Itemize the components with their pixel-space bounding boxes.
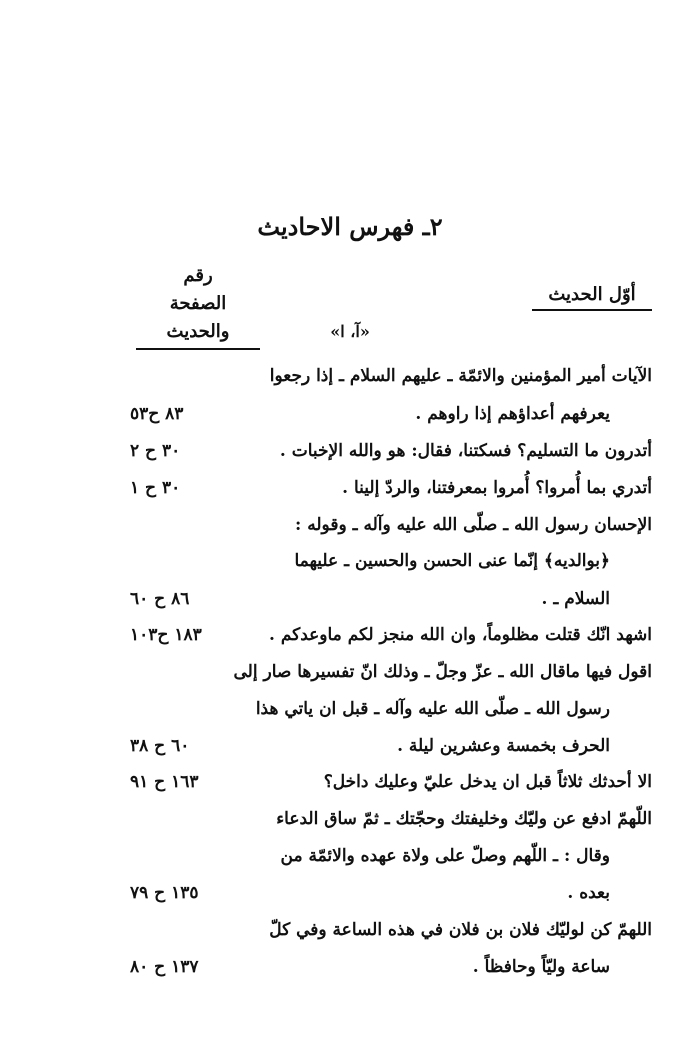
hadith-ref: ٣٠ ح ١ (130, 478, 181, 498)
column-header-reference-bottom: الصفحة والحديث (136, 290, 260, 350)
hadith-text: رسول الله ـ صلّى الله عليه وآله ـ قبل ان ياتي هذا (255, 699, 610, 719)
hadith-ref: ٨٣ ح٥٣ (130, 404, 184, 424)
hadith-text: بعده . (567, 883, 610, 903)
hadith-text: أتدري بما أُمروا؟ أُمروا بمعرفتنا، والردّ إلينا . (342, 478, 652, 498)
hadith-text: اللّهمّ ادفع عن وليّك وخليفتك وحجّتك ـ ثمّ ساق الدعاء (276, 809, 652, 829)
hadith-text: يعرفهم أعداؤهم إذا راوهم . (415, 404, 610, 424)
hadith-line (120, 842, 652, 882)
hadith-line (120, 953, 652, 993)
hadith-text: الآيات أمير المؤمنين والائمّة ـ عليهم السلام ـ إذا رجعوا (269, 366, 652, 386)
page-title: ٢ـ فهرس الاحاديث (257, 212, 443, 241)
hadith-line (120, 437, 652, 477)
hadith-line (120, 547, 652, 587)
hadith-line (120, 511, 652, 551)
hadith-line (120, 621, 652, 661)
hadith-line (120, 474, 652, 514)
hadith-line (120, 916, 652, 956)
hadith-ref: ٦٠ ح ٣٨ (130, 736, 190, 756)
hadith-line (120, 732, 652, 772)
section-letter: «آ، ا» (330, 322, 370, 341)
hadith-line (120, 585, 652, 625)
hadith-line (120, 695, 652, 735)
hadith-text: اشهد انّك قتلت مظلوماً، وان الله منجز لكم ماوعدكم . (268, 625, 652, 645)
hadith-text: السلام ـ . (541, 589, 610, 609)
hadith-line (120, 400, 652, 440)
hadith-ref: ١٣٥ ح ٧٩ (130, 883, 199, 903)
hadith-line (120, 362, 652, 402)
hadith-line (120, 805, 652, 845)
hadith-text: الا أحدثك ثلاثاً قبل ان يدخل عليّ وعليك داخل؟ (323, 772, 652, 792)
hadith-ref: ١٦٣ ح ٩١ (130, 772, 199, 792)
hadith-line (120, 768, 652, 808)
hadith-text: اقول فيها ماقال الله ـ عزّ وجلّ ـ وذلك انّ تفسيرها صار إلى (233, 662, 652, 682)
hadith-text: وقال : ـ اللّهم وصلّ على ولاة عهده والائمّة من (280, 846, 610, 866)
hadith-ref: ١٣٧ ح ٨٠ (130, 957, 199, 977)
hadith-text: اللهمّ كن لوليّك فلان بن فلان في هذه الساعة وفي كلّ (269, 920, 652, 940)
column-header-first-hadith: أوّل الحديث (532, 284, 652, 311)
hadith-text: ساعة وليّاً وحافظاً . (472, 957, 610, 977)
hadith-line (120, 879, 652, 919)
hadith-ref: ٨٦ ح ٦٠ (130, 589, 190, 609)
hadith-ref: ٣٠ ح ٢ (130, 441, 181, 461)
hadith-text: الحرف بخمسة وعشرين ليلة . (397, 736, 610, 756)
column-header-reference-top: رقم (183, 265, 213, 286)
hadith-line (120, 658, 652, 698)
hadith-text: أتدرون ما التسليم؟ فسكتنا، فقال: هو والله الإخبات . (279, 441, 652, 461)
hadith-text: ﴿بوالديه﴾ إنّما عنى الحسن والحسين ـ عليهما (294, 551, 610, 571)
hadith-ref: ١٨٣ ح١٠٣ (130, 625, 202, 645)
hadith-text: الإحسان رسول الله ـ صلّى الله عليه وآله ـ وقوله : (295, 515, 652, 535)
